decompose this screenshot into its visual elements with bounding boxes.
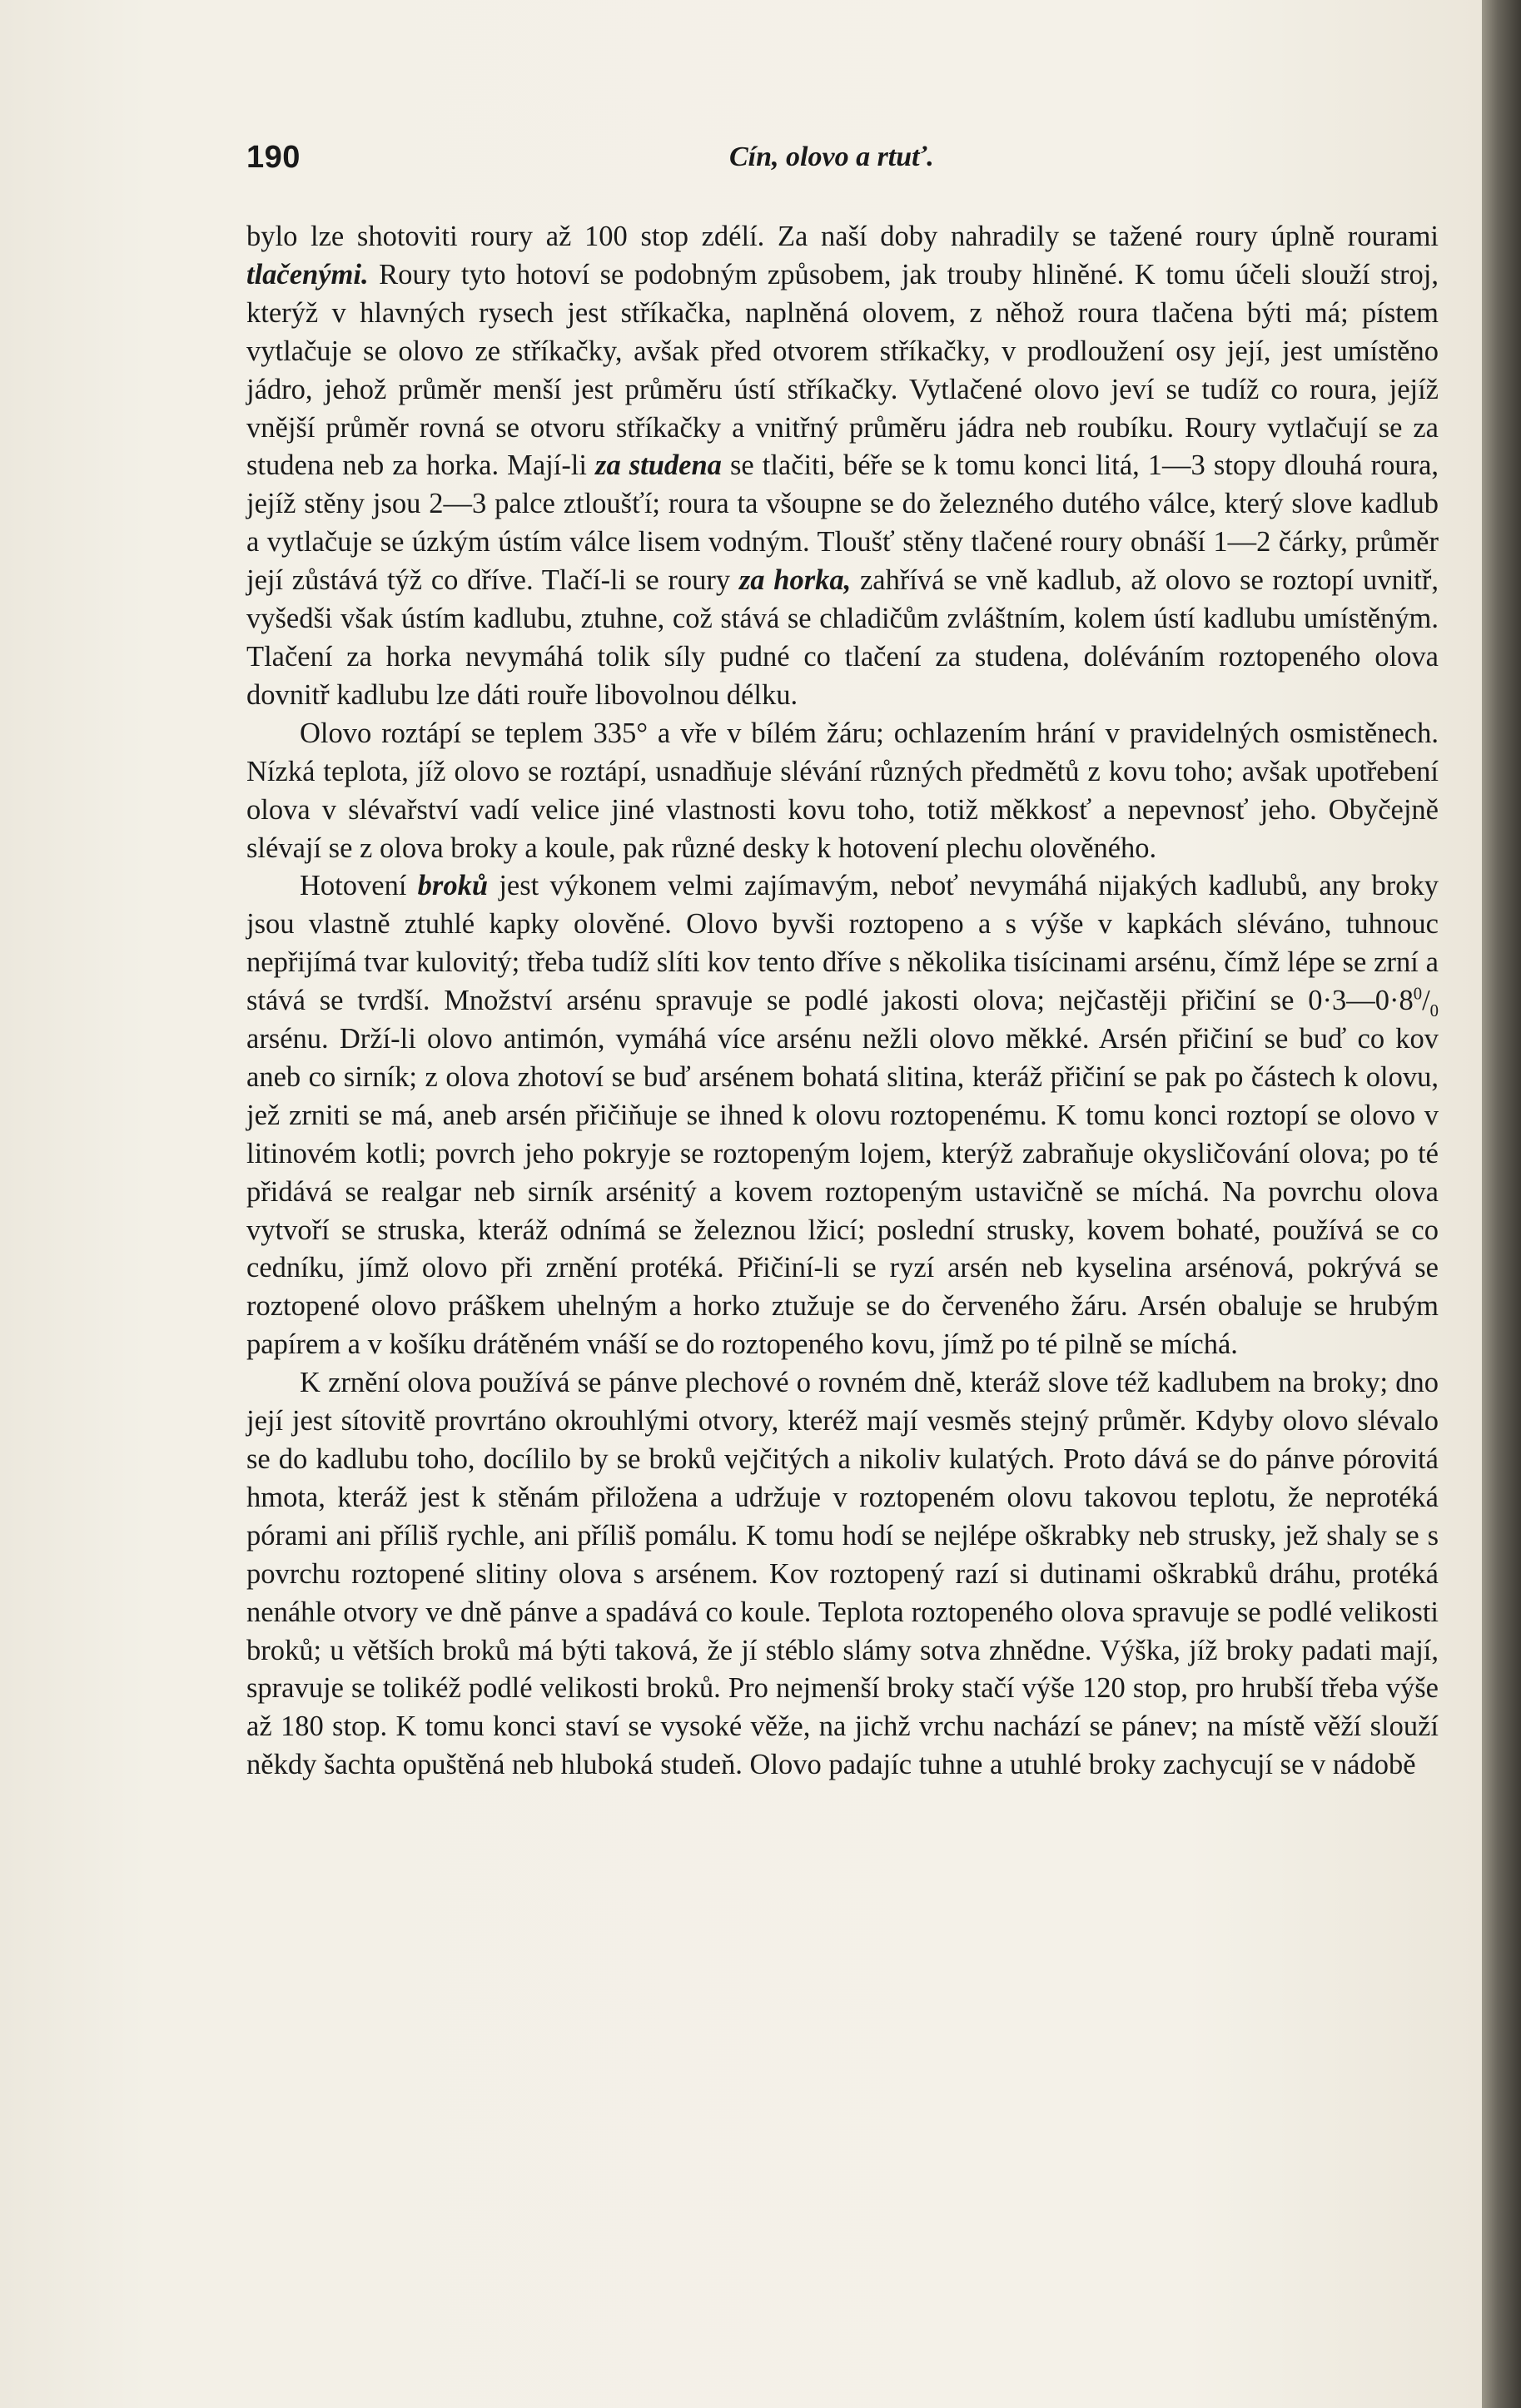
page-header — [246, 140, 1439, 181]
paragraph-p2 — [246, 715, 1439, 868]
emphasis-text: za studena — [595, 449, 722, 482]
emphasis-text: broků — [417, 870, 489, 902]
text-segment: jest výkonem velmi zajímavým, neboť nevymáhá nijakých kadlubů, any broky jsou vlastně ztuhlé kapky olověné. Olovo byvši roztopeno a s výše v kapkách sléváno, tuhnouc nepřijímá tvar kulovitý; třeba tudíž slíti kov tento dříve s několika tisícinami arsénu, čímž lépe se zrní a stává se tvrdší. Množství arsénu spravuje se podlé jakosti olova; nejčastěji přičiní se 0·3—0·8 — [246, 870, 1439, 1017]
paragraph-p3 — [246, 867, 1439, 1364]
subscript-text: 0 — [1429, 1002, 1439, 1021]
text-segment: Roury tyto hotoví se podobným způsobem, jak trouby hliněné. K tomu účeli slouží stroj, kterýž v hlavných rysech jest stříkačka, naplněná olovem, z něhož roura tlačena býti má; pístem vytlačuje se olovo ze stříkačky, avšak před otvorem stříkačky, v prodloužení osy její, jest umístěno jádro, jehož průměr menší jest průměru ústí stříkačky. Vytlačené olovo jeví se tudíž co roura, jejíž vnější průměr rovná se otvoru stříkačky a vnitřný průměru jádra neb roubíku. Roury vytlačují se za studena neb za horka. Mají-li — [246, 258, 1439, 482]
body-text — [246, 218, 1439, 1785]
text-segment: Olovo roztápí se teplem 335° a vře v bílém žáru; ochlazením hrání v pravidelných osmistěnech. Nízká teplota, jíž olovo se roztápí, usnadňuje slévání různých předmětů z kovu toho; avšak upotřebení olova v slévařství vadí velice jiné vlastnosti kovu toho, totiž měkkosť a nepevnosť jeho. Obyčejně slévají se z olova broky a koule, pak různé desky k hotovení plechu olověného. — [246, 717, 1439, 864]
running-title: Cín, olovo a rtuť. — [729, 142, 934, 172]
text-segment: bylo lze shotoviti roury až 100 stop zdélí. Za naší doby nahradily se tažené roury úplně rourami — [246, 221, 1439, 252]
text-segment: / — [1422, 985, 1430, 1017]
paragraph-p1 — [246, 218, 1439, 715]
page-number: 190 — [246, 140, 301, 175]
text-segment: se tlačiti, béře se k tomu konci litá, 1—3 stopy dlouhá roura, jejíž stěny jsou 2—3 palce ztloušťí; roura ta všoupne se do železného dutého válce, který slove kadlub a vytlačuje se úzkým ústím válce lisem vodným. Tloušť stěny tlačené roury obnáší 1—2 čárky, průměr její zůstává týž co dříve. Tlačí-li se roury — [246, 449, 1439, 597]
superscript-text: 0 — [1413, 985, 1423, 1004]
text-segment: zahřívá se vně kadlub, až olovo se roztopí uvnitř, vyšedši však ústím kadlubu, ztuhne, což stává se chladičům zvláštním, kolem ústí kadlubu umístěným. Tlačení za horka nevymáhá tolik síly pudné co tlačení za studena, doléváním roztopeného olova dovnitř kadlubu lze dáti rouře libovolnou délku. — [246, 564, 1439, 711]
paragraph-p4 — [246, 1364, 1439, 1785]
book-spine-edge — [1482, 0, 1521, 2408]
emphasis-text: tlačenými. — [246, 258, 369, 290]
text-segment: Hotovení — [300, 870, 418, 902]
text-segment: K zrnění olova používá se pánve plechové o rovném dně, kteráž slove též kadlubem na broky; dno její jest sítovitě provrtáno okrouhlými otvory, kteréž mají vesměs stejný průměr. Kdyby olovo slévalo se do kadlubu toho, docílilo by se broků vejčitých a nikoliv kulatých. Proto dává se do pánve pórovitá hmota, kteráž jest k stěnám přiložena a udržuje v roztopeném olovu takovou teplotu, že neprotéká pórami ani příliš rychle, ani příliš pomálu. K tomu hodí se nejlépe oškrabky neb strusky, jež shaly se s povrchu roztopené slitiny olova s arsénem. Kov roztopený razí si dutinami oškrabků dráhu, protéká nenáhle otvory ve dně pánve a spadává co koule. Teplota roztopeného olova spravuje se podlé velikosti broků; u větších broků má býti taková, že jí stéblo slámy sotva zhnědne. Výška, jíž broky padati mají, spravuje se tolikéž podlé velikosti broků. Pro nejmenší broky stačí výše 120 stop, pro hrubší třeba výše až 180 stop. K tomu konci staví se vysoké věže, na jichž vrchu nachází se pánev; na místě věží slouží někdy šachta opuštěná neb hluboká studeň. Olovo padajíc tuhne a utuhlé broky zachycují se v nádobě — [246, 1367, 1439, 1781]
text-segment: arsénu. Drží-li olovo antimón, vymáhá více arsénu nežli olovo měkké. Arsén přičiní se buď co kov aneb co sirník; z olova zhotoví se buď arsénem bohatá slitina, kteráž přičiní se pak po částech k olovu, jež zrniti se má, aneb arsén přičiňuje se ihned k olovu roztopenému. K tomu konci roztopí se olovo v litinovém kotli; povrch jeho pokryje se roztopeným lojem, kterýž zabraňuje okysličování olova; po té přidává se realgar neb sirník arsénitý a kovem roztopeným ustavičně se míchá. Na povrchu olova vytvoří se struska, kteráž odnímá se železnou lžicí; poslední strusky, kovem bohaté, používá se co cedníku, jímž olovo při zrnění protéká. Přičiní-li se ryzí arsén neb kyselina arsénová, pokrývá se roztopené olovo práškem uhelným a horko ztužuje se do červeného žáru. Arsén obaluje se hrubým papírem a v košíku drátěném vnáší se do roztopeného kovu, jímž po té pilně se míchá. — [246, 1023, 1439, 1361]
emphasis-text: za horka, — [738, 564, 852, 597]
